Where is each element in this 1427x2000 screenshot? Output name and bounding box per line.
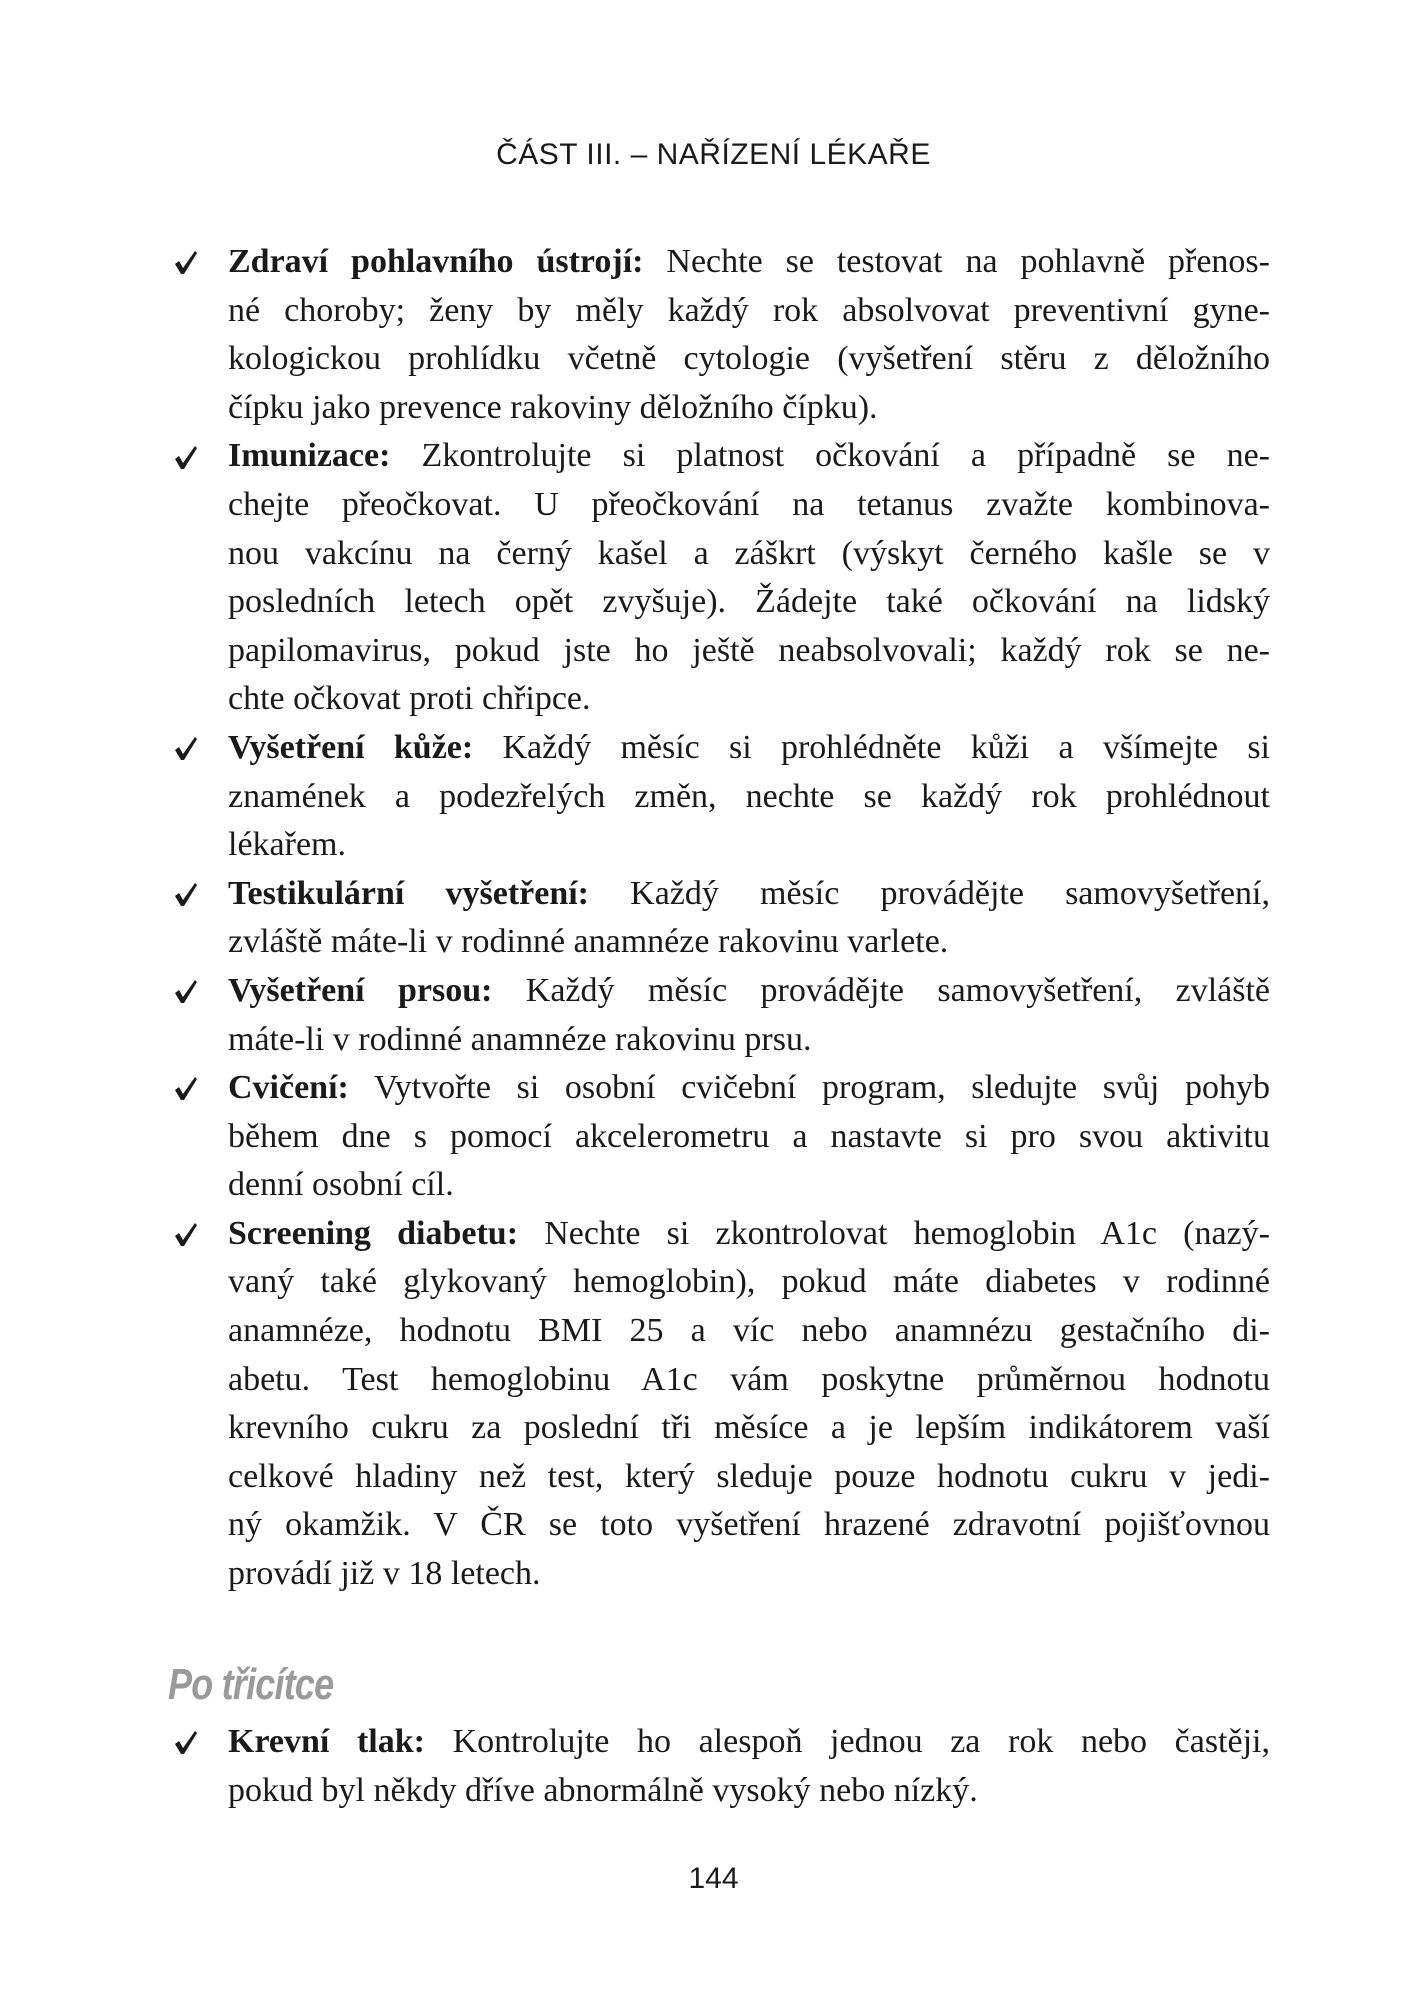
list-item: [160, 724, 1270, 870]
checkmark-icon: [166, 1064, 206, 1113]
item-text: máte-li v rodinné anamnéze rakovinu prsu.: [228, 1020, 812, 1058]
item-text: zvláště máte-li v rodinné anamnéze rakovinu varlete.: [228, 923, 949, 961]
page-number: 144: [688, 1862, 739, 1895]
item-term: Testikulární vyšetření:: [228, 874, 589, 912]
section-checklist: [160, 1718, 1270, 1815]
page-header: ČÁST III. – NAŘÍZENÍ LÉKAŘE: [496, 138, 931, 171]
item-text: né choroby; ženy by měly každý rok absolvovat preventivní gyne-: [228, 291, 1270, 329]
item-text: posledních letech opět zvyšuje). Žádejte také očkování na lidský: [228, 583, 1270, 621]
item-text: znamének a podezřelých změn, nechte se každý rok prohlédnout: [228, 777, 1270, 815]
item-text: ný okamžik. V ČR se toto vyšetření hrazené zdravotní pojišťovnou: [228, 1506, 1270, 1544]
section-heading: Po třicítce: [168, 1660, 334, 1709]
checkmark-icon: [166, 1210, 206, 1259]
item-text: papilomavirus, pokud jste ho ještě neabsolvovali; každý rok se ne-: [228, 631, 1270, 669]
list-item: [160, 432, 1270, 724]
item-term: Zdraví pohlavního ústrojí:: [228, 243, 644, 280]
item-text: Každý měsíc provádějte samovyšetření, zvláště: [492, 971, 1271, 1009]
item-text: chejte přeočkovat. U přeočkování na tetanus zvažte kombinova-: [228, 485, 1270, 523]
list-item: [160, 870, 1270, 967]
checkmark-icon: [166, 238, 206, 287]
item-term: Cvičení:: [228, 1069, 349, 1107]
checkmark-icon: [166, 724, 206, 773]
item-text: kologickou prohlídku včetně cytologie (vyšetření stěru z děložního: [228, 340, 1270, 378]
item-text: vaný také glykovaný hemoglobin), pokud máte diabetes v rodinné: [228, 1263, 1270, 1301]
item-text: anamnéze, hodnotu BMI 25 a víc nebo anamnézu gestačního di-: [228, 1312, 1270, 1350]
item-text: Zkontrolujte si platnost očkování a případně se ne-: [390, 437, 1270, 475]
list-item: [160, 1210, 1270, 1599]
checkmark-icon: [166, 967, 206, 1016]
item-text: Každý měsíc provádějte samovyšetření,: [589, 874, 1270, 912]
list-item: [160, 1064, 1270, 1210]
item-text: krevního cukru za poslední tři měsíce a je lepším indikátorem vaší: [228, 1409, 1270, 1447]
item-text: pokud byl někdy dříve abnormálně vysoký nebo nízký.: [228, 1771, 978, 1809]
item-text: Nechte si zkontrolovat hemoglobin A1c (nazý-: [518, 1214, 1270, 1252]
checkmark-icon: [166, 870, 206, 919]
item-text: během dne s pomocí akcelerometru a nastavte si pro svou aktivitu: [228, 1117, 1270, 1155]
item-term: Imunizace:: [228, 437, 391, 475]
list-item: [160, 1718, 1270, 1815]
item-term: Krevní tlak:: [228, 1723, 425, 1760]
item-text: čípku jako prevence rakoviny děložního čípku).: [228, 388, 878, 426]
item-text: nou vakcínu na černý kašel a záškrt (výskyt černého kašle se v: [228, 534, 1270, 572]
item-text: celkové hladiny než test, který sleduje pouze hodnotu cukru v jedi-: [228, 1457, 1270, 1495]
item-text: Nechte se testovat na pohlavně přenos-: [643, 243, 1270, 280]
item-term: Screening diabetu:: [228, 1214, 519, 1252]
item-text: chte očkovat proti chřipce.: [228, 680, 591, 718]
item-text: Každý měsíc si prohlédněte kůži a všímejte si: [473, 728, 1270, 766]
checkmark-icon: [166, 1718, 206, 1767]
checklist: [160, 238, 1270, 1599]
item-text: provádí již v 18 letech.: [228, 1555, 541, 1593]
item-text: abetu. Test hemoglobinu A1c vám poskytne průměrnou hodnotu: [228, 1360, 1270, 1398]
list-item: [160, 967, 1270, 1064]
item-text: denní osobní cíl.: [228, 1166, 454, 1204]
item-text: lékařem.: [228, 826, 346, 864]
item-term: Vyšetření prsou:: [228, 971, 493, 1009]
list-item: [160, 238, 1270, 432]
item-text: Kontrolujte ho alespoň jednou za rok nebo častěji,: [424, 1723, 1270, 1760]
checkmark-icon: [166, 432, 206, 481]
item-term: Vyšetření kůže:: [228, 728, 474, 766]
item-text: Vytvořte si osobní cvičební program, sledujte svůj pohyb: [348, 1069, 1270, 1107]
